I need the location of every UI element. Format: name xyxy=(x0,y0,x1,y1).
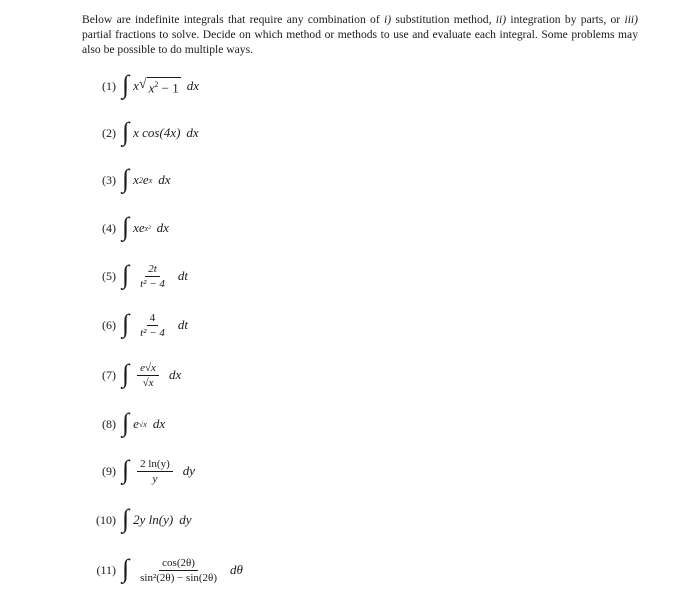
problem-number: (2) xyxy=(102,125,116,140)
problem-number: (9) xyxy=(102,463,116,478)
numerator: 2 ln(y) xyxy=(137,458,173,472)
instructions-text-1: Below are indefinite integrals that require any combination of xyxy=(82,13,384,26)
numerator: 4 xyxy=(147,312,159,326)
problem-number: (1) xyxy=(102,78,116,93)
numerator: e√x xyxy=(137,362,159,376)
integral-symbol: ∫ xyxy=(122,408,130,437)
integral-symbol: ∫ xyxy=(122,164,130,193)
integrand-exponent-1: 2 xyxy=(138,175,143,185)
differential: dx xyxy=(152,416,166,431)
problem-3 xyxy=(88,160,171,200)
integral-symbol: ∫ xyxy=(122,260,130,289)
fraction xyxy=(137,458,173,485)
problem-11 xyxy=(84,550,243,590)
differential: dy xyxy=(182,463,196,478)
differential: dx xyxy=(156,220,169,235)
radicand-rest: − 1 xyxy=(158,80,179,96)
integral-symbol: ∫ xyxy=(122,359,130,388)
differential: dy xyxy=(179,512,192,527)
integrand-exponent: √x xyxy=(138,419,147,429)
numerator: 2t xyxy=(145,263,160,277)
differential: dt xyxy=(177,268,189,283)
differential: dx xyxy=(168,367,182,382)
method-i-label: i) xyxy=(384,13,392,26)
denominator: y xyxy=(152,472,158,485)
integral-symbol: ∫ xyxy=(122,117,130,146)
integral-symbol: ∫ xyxy=(122,70,130,99)
differential: dx xyxy=(186,125,199,140)
instructions-text-3: integration by parts, or xyxy=(506,13,625,26)
method-ii-label: ii) xyxy=(495,13,507,26)
integrand-exponent: x² xyxy=(144,223,151,233)
integral-symbol: ∫ xyxy=(122,504,130,533)
method-iii-label: iii) xyxy=(624,13,638,26)
problem-4 xyxy=(88,208,169,248)
fraction xyxy=(137,557,220,584)
integrand: x cos(4x) xyxy=(133,125,181,140)
problem-number: (7) xyxy=(102,367,116,382)
integrand-base: xe xyxy=(133,220,145,235)
instructions-text-4: partial fractions to solve. Decide on which method or methods to use and evaluate each integral. Some problems may also be possible to do multiple ways. xyxy=(82,28,638,56)
integral-symbol: ∫ xyxy=(122,455,130,484)
differential: dx xyxy=(186,78,199,93)
denominator: t² − 4 xyxy=(140,277,165,290)
problem-number: (10) xyxy=(96,512,116,527)
problem-10 xyxy=(84,500,191,540)
instructions-text-2: substitution method, xyxy=(391,13,496,26)
integrand-factor: x xyxy=(133,78,139,93)
differential: dx xyxy=(158,172,171,187)
problem-number: (4) xyxy=(102,220,116,235)
problem-number: (5) xyxy=(102,268,116,283)
denominator: √x xyxy=(142,376,154,389)
problem-number: (8) xyxy=(102,416,116,431)
problem-6 xyxy=(88,305,188,345)
integrand: 2y ln(y) xyxy=(133,512,174,527)
integral-symbol: ∫ xyxy=(122,309,130,338)
numerator: cos(2θ) xyxy=(159,557,198,571)
radicand-exponent: 2 xyxy=(154,80,159,90)
integrand-base-1: x xyxy=(133,172,139,187)
integrand-base: e xyxy=(133,416,139,431)
problem-number: (3) xyxy=(102,172,116,187)
problem-5 xyxy=(88,256,188,296)
differential: dt xyxy=(177,317,189,332)
fraction xyxy=(137,312,168,339)
integrand-base-2: e xyxy=(142,172,149,187)
integral-symbol: ∫ xyxy=(122,212,130,241)
denominator: t² − 4 xyxy=(140,326,165,339)
problem-1 xyxy=(88,66,199,106)
instructions-paragraph xyxy=(82,12,638,57)
problem-8 xyxy=(88,404,165,444)
denominator: sin²(2θ) − sin(2θ) xyxy=(140,571,217,584)
radicand-base: x xyxy=(148,80,155,96)
square-root: √ $x^2 - 1$ xyxy=(138,77,179,96)
problem-2 xyxy=(88,113,199,153)
integrand-exponent-2: x xyxy=(148,175,153,185)
problem-number: (6) xyxy=(102,317,116,332)
problem-9 xyxy=(88,451,195,491)
integral-symbol: ∫ xyxy=(122,554,130,583)
fraction xyxy=(137,263,168,290)
problem-7 xyxy=(88,355,181,395)
problem-number: (11) xyxy=(96,562,116,577)
fraction xyxy=(137,362,159,389)
differential: dθ xyxy=(230,562,243,577)
